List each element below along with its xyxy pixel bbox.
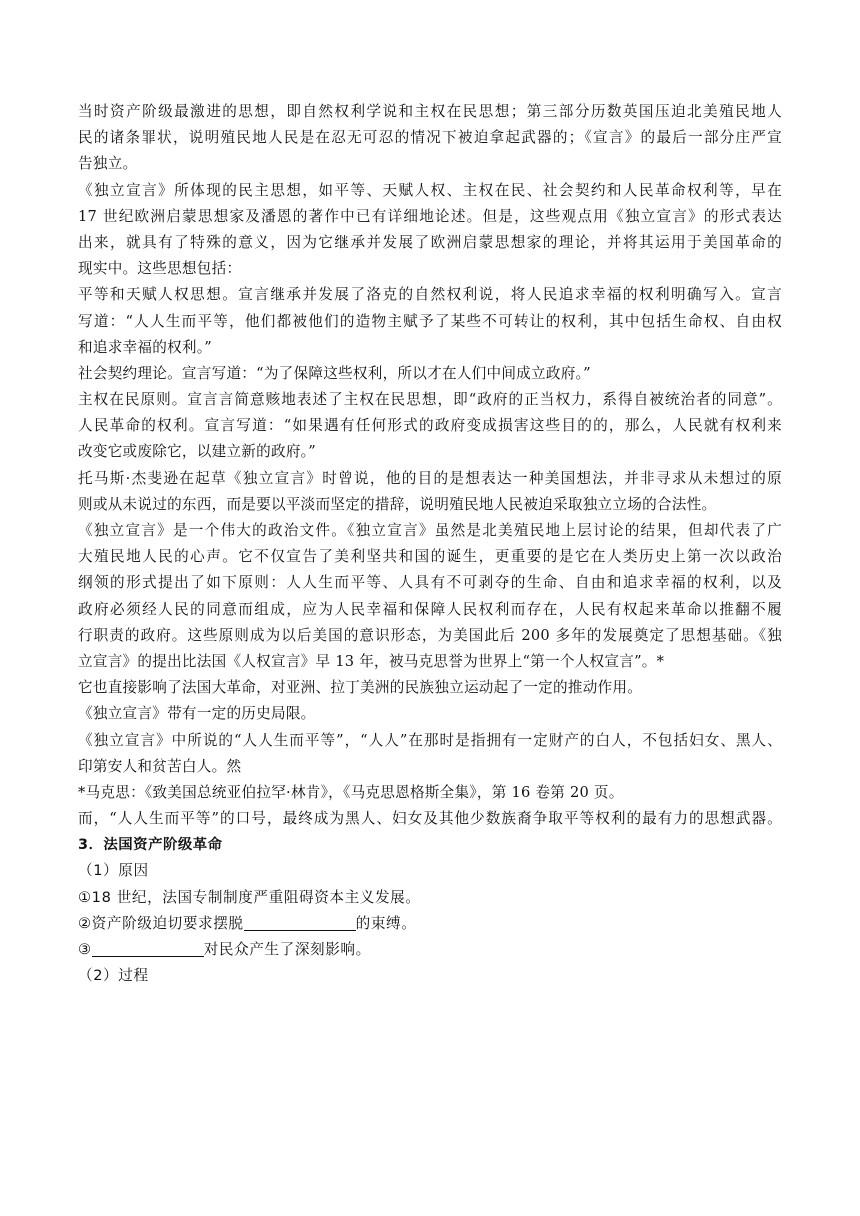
paragraph-all-men-equal bbox=[78, 728, 782, 780]
text-line: 平等和天赋人权思想。宣言继承并发展了洛克的自然权利说，将人民追求幸福的权利明确写入。宣言 bbox=[78, 286, 782, 304]
cause-item-2 bbox=[78, 911, 782, 937]
text-line: 立宣言》的提出比法国《人权宣言》早 13 年，被马克思誉为世界上“第一个人权宣言”。* bbox=[78, 652, 665, 670]
cause-item-3 bbox=[78, 937, 782, 963]
paragraph-social-contract bbox=[78, 361, 782, 387]
cause-item-3-prefix: ③ bbox=[78, 941, 92, 958]
text-line: 《独立宣言》所体现的民主思想，如平等、天赋人权、主权在民、社会契约和人民革命权利等，早在 bbox=[78, 181, 782, 199]
section-heading: 3．法国资产阶级革命 bbox=[78, 837, 223, 854]
text-line: 现实中。这些思想包括： bbox=[78, 260, 242, 278]
text-line: 它也直接影响了法国大革命，对亚洲、拉丁美洲的民族独立运动起了一定的推动作用。 bbox=[78, 679, 643, 697]
paragraph-slogan-legacy bbox=[78, 806, 782, 832]
cause-item-2-prefix: ②资产阶级迫切要求摆脱 bbox=[78, 914, 244, 932]
text-line: 主权在民原则。宣言言简意赅地表述了主权在民思想，即“政府的正当权力，系得自被统治者的同意”。 bbox=[78, 391, 782, 409]
section-french-revolution bbox=[78, 832, 782, 989]
document-body bbox=[78, 99, 782, 989]
paragraph-democratic-thought bbox=[78, 178, 782, 283]
text-line: 而，“人人生而平等”的口号，最终成为黑人、妇女及其他少数族裔争取平等权利的最有力的思想武器。 bbox=[78, 810, 782, 828]
cause-item-2-suffix: 的束缚。 bbox=[355, 914, 417, 932]
paragraph-significance bbox=[78, 518, 782, 675]
text-line: 《独立宣言》带有一定的历史局限。 bbox=[78, 705, 316, 723]
text-line: 写道：“人人生而平等，他们都被他们的造物主赋予了某些不可转让的权利，其中包括生命权、自由权 bbox=[78, 312, 782, 330]
paragraph-right-of-revolution bbox=[78, 413, 782, 465]
subsection-causes: （1）原因 bbox=[78, 862, 149, 880]
text-line: 17 世纪欧洲启蒙思想家及潘恩的著作中已有详细地论述。但是，这些观点用《独立宣言》的形式表达 bbox=[78, 207, 782, 225]
text-line: 社会契约理论。宣言写道：“为了保障这些权利，所以才在人们中间成立政府。” bbox=[78, 364, 591, 382]
text-line: 大殖民地人民的心声。它不仅宣告了美利坚共和国的诞生，更重要的是它在人类历史上第一次以政治 bbox=[78, 548, 782, 566]
text-line: *马克思：《致美国总统亚伯拉罕·林肯》，《马克思恩格斯全集》，第 16 卷第 20 页。 bbox=[78, 783, 624, 801]
paragraph-jefferson bbox=[78, 466, 782, 518]
text-line: 行职责的政府。这些原则成为以后美国的意识形态，为美国此后 200 多年的发展奠定了思想基础。《独 bbox=[78, 626, 782, 644]
cause-item-1: ①18 世纪，法国专制制度严重阻碍资本主义发展。 bbox=[78, 888, 421, 906]
paragraph-declaration-structure bbox=[78, 99, 782, 178]
text-line: 《独立宣言》中所说的“人人生而平等”，“人人”在那时是指拥有一定财产的白人，不包括妇女、黑人、 bbox=[78, 731, 782, 749]
text-line: 当时资产阶级最激进的思想，即自然权利学说和主权在民思想；第三部分历数英国压迫北美殖民地人 bbox=[78, 103, 782, 120]
paragraph-limitations bbox=[78, 701, 782, 727]
answer-blank[interactable] bbox=[92, 940, 204, 957]
text-line: 和追求幸福的权利。” bbox=[78, 338, 213, 356]
paragraph-influence bbox=[78, 675, 782, 701]
text-line: 人民革命的权利。宣言写道：“如果遇有任何形式的政府变成损害这些目的的，那么，人民就有权利来 bbox=[78, 417, 782, 435]
answer-blank[interactable] bbox=[244, 914, 356, 931]
text-line: 改变它或废除它，以建立新的政府。” bbox=[78, 443, 316, 461]
text-line: 托马斯·杰斐逊在起草《独立宣言》时曾说，他的目的是想表达一种美国想法，并非寻求从未想过的原 bbox=[78, 469, 782, 487]
text-line: 《独立宣言》是一个伟大的政治文件。《独立宣言》虽然是北美殖民地上层讨论的结果，但却代表了广 bbox=[78, 522, 782, 539]
cause-item-3-suffix: 对民众产生了深刻影响。 bbox=[203, 941, 371, 958]
text-line: 印第安人和贫苦白人。然 bbox=[78, 757, 242, 775]
text-line: 政府必须经人民的同意而组成，应为人民幸福和保障人民权利而存在，人民有权起来革命以推翻不履 bbox=[78, 600, 782, 618]
footnote bbox=[78, 780, 782, 806]
paragraph-popular-sovereignty bbox=[78, 387, 782, 413]
text-line: 民的诸条罪状，说明殖民地人民是在忍无可忍的情况下被迫拿起武器的；《宣言》的最后一部分庄严宣 bbox=[78, 129, 782, 147]
text-line: 告独立。 bbox=[78, 155, 138, 173]
text-line: 纲领的形式提出了如下原则：人人生而平等、人具有不可剥夺的生命、自由和追求幸福的权利，以及 bbox=[78, 574, 782, 592]
paragraph-equality-natural-rights bbox=[78, 282, 782, 361]
subsection-process: （2）过程 bbox=[78, 967, 149, 985]
text-line: 则或从未说过的东西，而是要以平淡而坚定的措辞，说明殖民地人民被迫采取独立立场的合法性。 bbox=[78, 495, 717, 513]
text-line: 出来，就具有了特殊的意义，因为它继承并发展了欧洲启蒙思想家的理论，并将其运用于美国革命的 bbox=[78, 233, 782, 251]
